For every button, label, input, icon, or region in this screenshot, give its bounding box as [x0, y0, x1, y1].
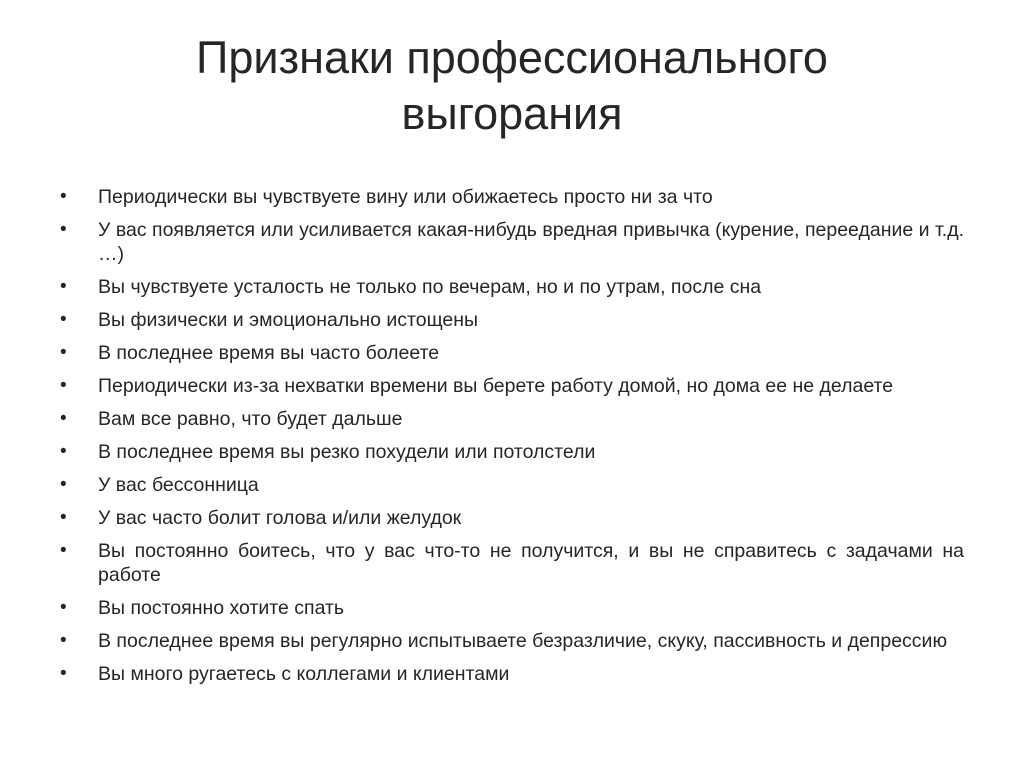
bullet-icon: • — [60, 219, 67, 240]
list-item-text: Периодически вы чувствуете вину или обижаетесь просто ни за что — [98, 186, 713, 208]
list-item-text: Вы постоянно хотите спать — [98, 597, 345, 619]
bullet-icon: • — [60, 507, 67, 528]
bullet-icon: • — [60, 474, 67, 495]
bullet-list — [60, 185, 964, 695]
slide-title — [80, 30, 944, 142]
bullet-icon: • — [60, 441, 67, 462]
list-item — [60, 662, 964, 686]
list-item — [60, 506, 964, 530]
bullet-icon: • — [60, 408, 67, 429]
list-item — [60, 407, 964, 431]
list-item — [60, 308, 964, 332]
list-item — [60, 629, 964, 653]
bullet-icon: • — [60, 276, 67, 297]
list-item-text: В последнее время вы регулярно испытываете безразличие, скуку, пассивность и депрессию — [98, 630, 948, 652]
bullet-icon: • — [60, 540, 67, 561]
list-item-text: У вас часто болит голова и/или желудок — [98, 507, 462, 529]
bullet-icon: • — [60, 309, 67, 330]
list-item-text: Вы чувствуете усталость не только по вечерам, но и по утрам, после сна — [98, 276, 762, 298]
slide-title-line-1: Признаки профессионального — [196, 32, 828, 83]
list-item-text: Периодически из-за нехватки времени вы берете работу домой, но дома ее не делаете — [98, 375, 894, 397]
list-item-text: Вы постоянно боитесь, что у вас что-то не получится, и вы не справитесь с задачами на работе — [98, 540, 964, 586]
list-item-text: У вас появляется или усиливается какая-нибудь вредная привычка (курение, переедание и т.д. …) — [98, 219, 964, 265]
bullet-icon: • — [60, 186, 67, 207]
list-item — [60, 596, 964, 620]
bullet-icon: • — [60, 597, 67, 618]
list-item-text: Вам все равно, что будет дальше — [98, 408, 403, 430]
list-item — [60, 275, 964, 299]
list-item — [60, 539, 964, 587]
bullet-icon: • — [60, 375, 67, 396]
slide-title-line-2: выгорания — [401, 88, 623, 139]
list-item — [60, 374, 964, 398]
bullet-icon: • — [60, 630, 67, 651]
list-item — [60, 218, 964, 266]
bullet-icon: • — [60, 663, 67, 684]
list-item — [60, 473, 964, 497]
list-item-text: У вас бессонница — [98, 474, 259, 496]
list-item-text: В последнее время вы часто болеете — [98, 342, 440, 364]
list-item — [60, 440, 964, 464]
list-item-text: Вы много ругаетесь с коллегами и клиентами — [98, 663, 510, 685]
list-item-text: Вы физически и эмоционально истощены — [98, 309, 479, 331]
list-item — [60, 341, 964, 365]
list-item — [60, 185, 964, 209]
bullet-icon: • — [60, 342, 67, 363]
list-item-text: В последнее время вы резко похудели или потолстели — [98, 441, 596, 463]
